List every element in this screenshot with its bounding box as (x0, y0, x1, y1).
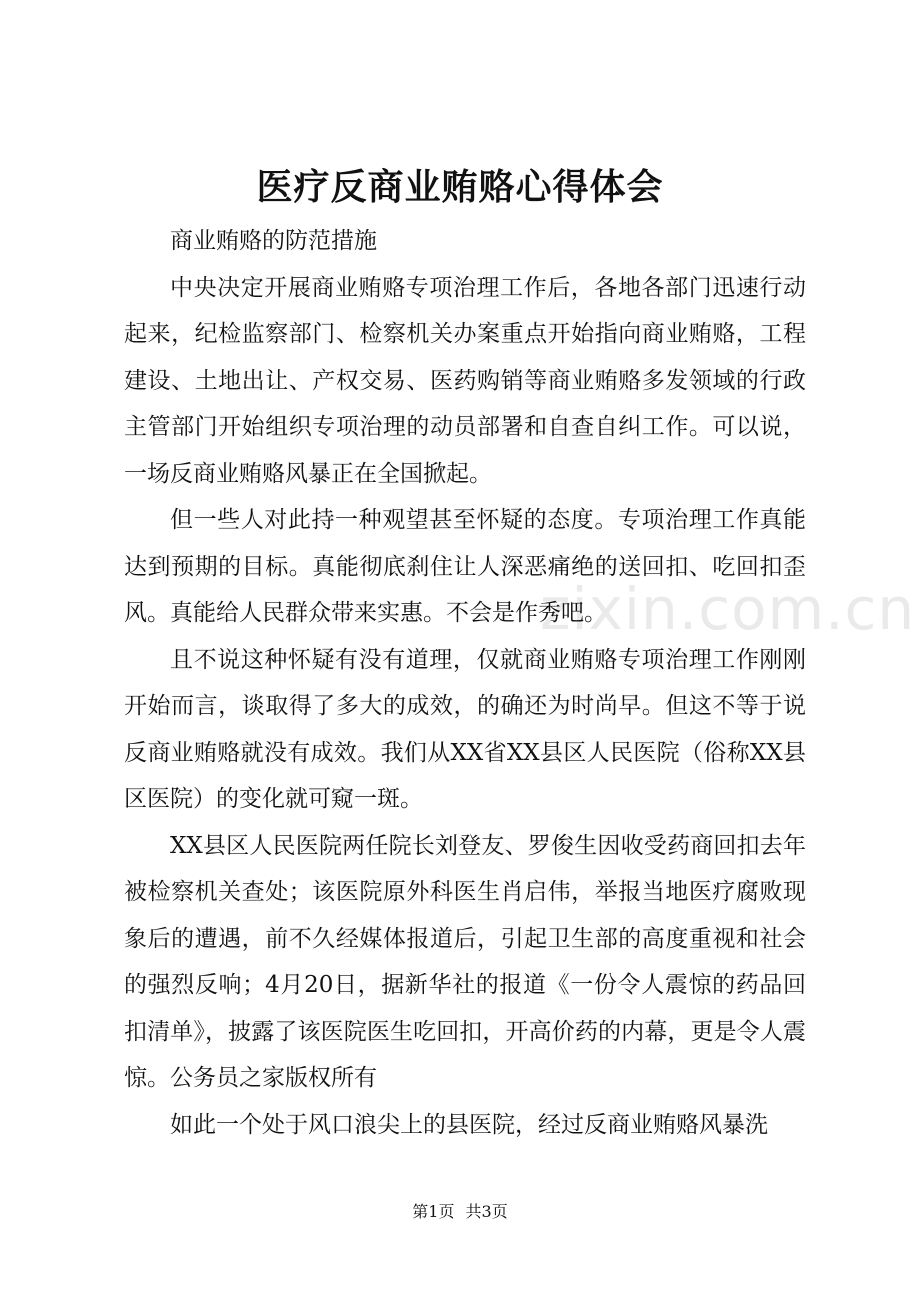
page-total: 共3页 (465, 1202, 508, 1221)
paragraph: 但一些人对此持一种观望甚至怀疑的态度。专项治理工作真能达到预期的目标。真能彻底刹住让人深恶痛绝的送回扣、吃回扣歪风。真能给人民群众带来实惠。不会是作秀吧。 (124, 507, 806, 626)
paragraph: 如此一个处于风口浪尖上的县医院，经过反商业贿赂风暴洗 (170, 1111, 768, 1138)
paragraph: 且不说这种怀疑有没有道理，仅就商业贿赂专项治理工作刚刚开始而言，谈取得了多大的成效，的确还为时尚早。但这不等于说反商业贿赂就没有成效。我们从XX省XX县区人民医院（俗称XX县区医院）的变化就可窥一斑。 (124, 646, 806, 812)
document-title: 医疗反商业贿赂心得体会 (256, 166, 664, 208)
watermark-text: zixin.com.cn (540, 575, 916, 643)
paragraph: XX县区人民医院两任院长刘登友、罗俊生因收受药商回扣去年被检察机关查处；该医院原外科医生肖启伟，举报当地医疗腐败现象后的遭遇，前不久经媒体报道后，引起卫生部的高度重视和社会的强烈反响；4月20日，据新华社的报道《一份令人震惊的药品回扣清单》，披露了该医院医生吃回扣，开高价药的内幕，更是令人震惊。公务员之家版权所有 (124, 832, 806, 1091)
paragraph-subtitle: 商业贿赂的防范措施 (170, 228, 377, 254)
page-footer (0, 1200, 920, 1224)
paragraph: 中央决定开展商业贿赂专项治理工作后，各地各部门迅速行动起来，纪检监察部门、检察机关办案重点开始指向商业贿赂，工程建设、土地出让、产权交易、医药购销等商业贿赂多发领域的行政主管部门开始组织专项治理的动员部署和自查自纠工作。可以说，一场反商业贿赂风暴正在全国掀起。 (124, 274, 806, 487)
page-number: 第1页 (412, 1202, 455, 1221)
document-body (124, 218, 806, 1148)
